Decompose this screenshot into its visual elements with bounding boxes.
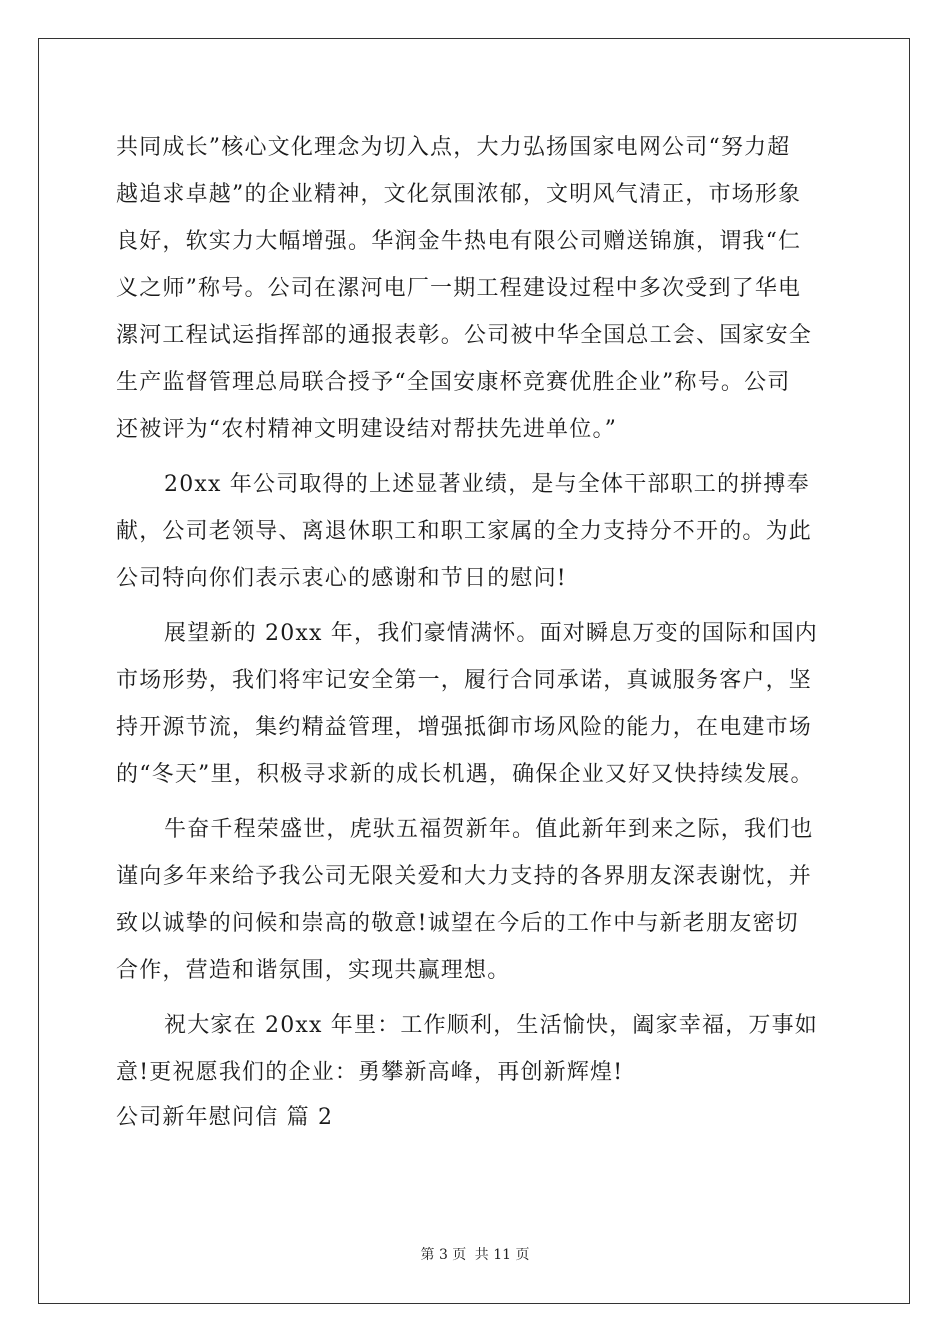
page-number: 第 3 页 <box>420 1247 467 1263</box>
paragraph-gap <box>116 453 836 461</box>
paragraph <box>116 461 836 602</box>
section-title: 公司新年慰问信 篇 2 <box>116 1105 334 1130</box>
text-line: 生产监督管理总局联合授予“全国安康杯竞赛优胜企业”称号。公司 <box>116 370 791 395</box>
paragraph <box>116 806 836 994</box>
text-line: 祝大家在 20xx 年里：工作顺利，生活愉快，阖家幸福，万事如 <box>164 1013 818 1038</box>
text-line: 牛奋千程荣盛世，虎驮五福贺新年。值此新年到来之际，我们也 <box>164 817 814 842</box>
document-body <box>116 124 836 1140</box>
text-line: 义之师”称号。公司在漯河电厂一期工程建设过程中多次受到了华电 <box>116 276 802 301</box>
text-line: 谨向多年来给予我公司无限关爱和大力支持的各界朋友深表谢忱，并 <box>116 864 813 889</box>
text-line: 20xx 年公司取得的上述显著业绩，是与全体干部职工的拼搏奉 <box>164 472 810 497</box>
text-line: 还被评为“农村精神文明建设结对帮扶先进单位。” <box>116 417 618 442</box>
paragraph-gap <box>116 994 836 1002</box>
text-line: 合作，营造和谐氛围，实现共赢理想。 <box>116 958 511 983</box>
text-line: 展望新的 20xx 年，我们豪情满怀。面对瞬息万变的国际和国内 <box>164 621 818 646</box>
text-line: 越追求卓越”的企业精神，文化氛围浓郁，文明风气清正，市场形象 <box>116 182 802 207</box>
text-line: 良好，软实力大幅增强。华润金牛热电有限公司赠送锦旗，谓我“仁 <box>116 229 802 254</box>
paragraph <box>116 610 836 798</box>
text-line: 意!更祝愿我们的企业：勇攀新高峰，再创新辉煌! <box>116 1060 624 1085</box>
text-line: 漯河工程试运指挥部的通报表彰。公司被中华全国总工会、国家安全 <box>116 323 813 348</box>
text-line: 致以诚挚的问候和崇高的敬意!诚望在今后的工作中与新老朋友密切 <box>116 911 799 936</box>
text-line: 的“冬天”里，积极寻求新的成长机遇，确保企业又好又快持续发展。 <box>116 762 814 787</box>
total-pages: 共 11 页 <box>474 1247 530 1263</box>
text-line: 献，公司老领导、离退休职工和职工家属的全力支持分不开的。为此 <box>116 519 813 544</box>
paragraph <box>116 1002 836 1096</box>
paragraph <box>116 124 836 453</box>
text-line: 公司特向你们表示衷心的感谢和节日的慰问! <box>116 566 567 591</box>
text-line: 持开源节流，集约精益管理，增强抵御市场风险的能力，在电建市场 <box>116 715 813 740</box>
text-line: 市场形势，我们将牢记安全第一，履行合同承诺，真诚服务客户，坚 <box>116 668 813 693</box>
paragraph-gap <box>116 602 836 610</box>
page-footer <box>0 1244 950 1264</box>
text-line: 共同成长”核心文化理念为切入点，大力弘扬国家电网公司“努力超 <box>116 135 791 160</box>
paragraph-gap <box>116 798 836 806</box>
